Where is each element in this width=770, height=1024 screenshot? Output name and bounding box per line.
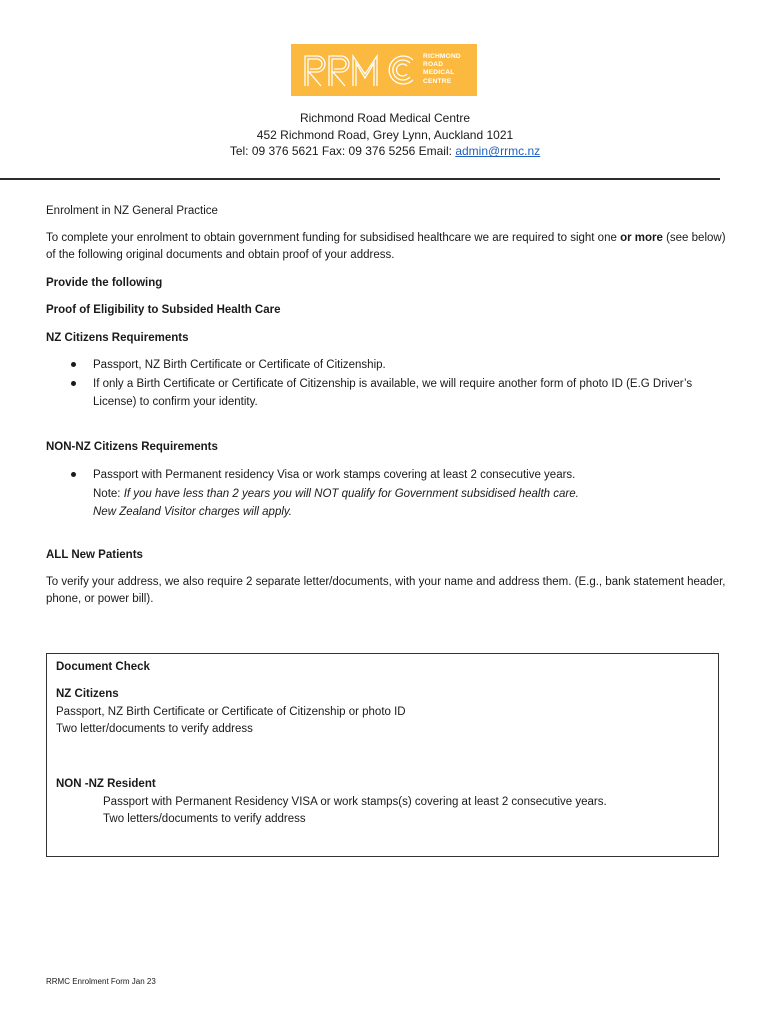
doc-non-heading: NON -NZ Resident [56,778,156,790]
page-heading: Enrolment in NZ General Practice [46,205,218,217]
logo-line: RICHMOND [423,53,461,60]
logo-line: CENTRE [423,77,452,85]
logo-line: ROAD [423,61,444,69]
clinic-name: Richmond Road Medical Centre [299,111,471,125]
address-verification-text: To verify your address, we also require 2 separate letter/documents, with your name and address them. (E.g., bank statement header, phone, or power bill). [46,576,726,605]
list-item [46,466,706,522]
letterhead [0,110,770,160]
intro-text: To complete your enrolment to obtain government funding for subsidised healthcare we are required to sight one [46,232,621,244]
note-text: If you have less than 2 years you will NOT qualify for Government subsidised health care. [123,487,579,500]
intro-emphasis: or more [620,232,663,244]
contact-details: Tel: 09 376 5621 Fax: 09 376 5256 Email: [229,144,456,159]
note-label: Note: [93,487,124,500]
email-link[interactable]: admin@rrmc.nz [455,144,541,159]
rrmc-logo [291,44,477,96]
header-divider [0,178,720,180]
list-item: Passport, NZ Birth Certificate or Certificate of Citizenship. [46,356,706,375]
nz-requirements-heading: NZ Citizens Requirements [46,332,189,344]
list-item: If only a Birth Certificate or Certificate of Citizenship is available, we will require another form of photo ID (E.G Driver’s License) to confirm your identity. [46,375,706,412]
document-check-title: Document Check [56,661,150,673]
logo-line: MEDICAL [423,69,455,77]
proof-heading: Proof of Eligibility to Subsided Health Care [46,304,281,316]
doc-nz-heading: NZ Citizens [56,688,119,700]
all-patients-heading: ALL New Patients [46,549,143,561]
nonnz-requirements-heading: NON-NZ Citizens Requirements [46,441,218,453]
rrmc-logo-mark [301,50,419,90]
intro-paragraph [46,230,731,264]
doc-nz-line-2: Two letter/documents to verify address [56,723,253,735]
doc-non-line-1: Passport with Permanent Residency VISA or work stamps(s) covering at least 2 consecutive years. [103,796,607,808]
nonnz-item-text: Passport with Permanent residency Visa or work stamps covering at least 2 consecutive years. [93,469,576,481]
document-check-box [46,653,719,857]
clinic-address: 452 Richmond Road, Grey Lynn, Auckland 1021 [256,127,514,142]
nonnz-requirements-list [46,466,706,522]
nz-requirements-list [46,356,706,412]
provide-heading: Provide the following [46,277,163,289]
intro-text-end: (see below) of the following original documents and obtain proof of your address. [46,232,726,261]
doc-nz-line-1: Passport, NZ Birth Certificate or Certificate of Citizenship or photo ID [56,706,406,718]
note-text-2: New Zealand Visitor charges will apply. [93,506,292,518]
doc-non-line-2: Two letters/documents to verify address [103,813,306,825]
clinic-contact [0,143,770,160]
footer-text: RRMC Enrolment Form Jan 23 [46,977,156,986]
logo-wordmark [423,53,461,86]
